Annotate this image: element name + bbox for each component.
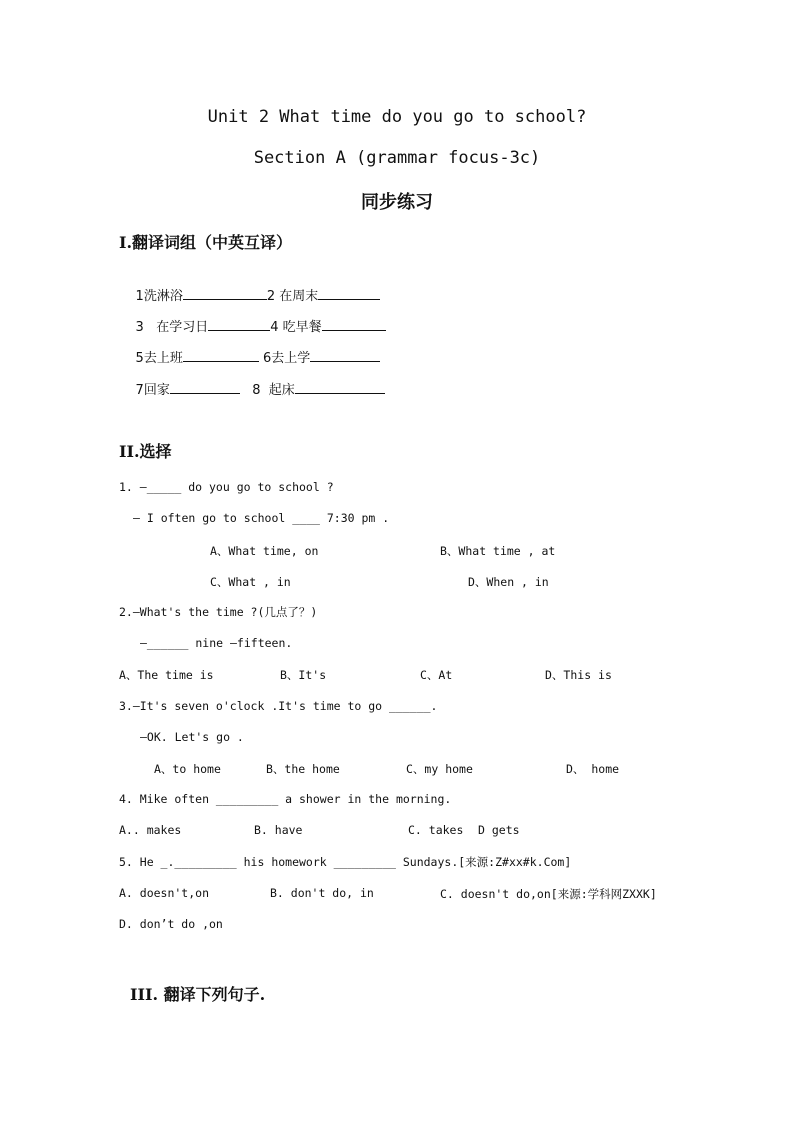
vocab-phrase: 吃早餐	[282, 320, 322, 335]
question-4-stem: 4. Mike often _________ a shower in the morning.	[119, 792, 452, 806]
part3-heading: III. 翻译下列句子.	[130, 985, 266, 1004]
vocab-number: 2	[266, 289, 276, 304]
vocab-number: 4	[270, 320, 279, 335]
q5-option-b[interactable]: B. don't do, in	[270, 886, 374, 900]
q2-option-b[interactable]: B、It's	[280, 668, 327, 682]
vocab-number: 7	[135, 383, 144, 398]
vocab-phrase: 去上学	[271, 351, 311, 366]
vocab-phrase: 洗淋浴	[143, 289, 183, 304]
practice-subtitle: 同步练习	[361, 192, 433, 213]
question-3-stem: 3.—It's seven o'clock .It's time to go ______.	[119, 699, 438, 713]
vocab-number: 6	[262, 351, 272, 366]
vocab-phrase: 在周末	[279, 289, 319, 304]
q4-option-c[interactable]: C. takes	[408, 823, 464, 837]
answer-blank[interactable]	[318, 286, 380, 300]
question-2-line2: —______ nine —fifteen.	[140, 636, 293, 650]
q1-option-c[interactable]: C、What , in	[210, 575, 291, 589]
q2-option-d[interactable]: D、This is	[545, 668, 612, 682]
question-5-text: 5. He _._________ his homework _________ Sundays.[来源:Z#xx#k.Com]	[119, 855, 572, 869]
vocab-phrase: 在学习日	[156, 320, 209, 335]
q3-option-b[interactable]: B、the home	[266, 762, 340, 776]
q4-option-a[interactable]: A.. makes	[119, 823, 182, 837]
q2-option-c[interactable]: C、At	[420, 668, 453, 682]
q1-option-a[interactable]: A、What time, on	[210, 544, 319, 558]
vocab-number: 1	[135, 289, 144, 304]
section-title: Section A (grammar focus-3c)	[253, 148, 541, 168]
answer-blank[interactable]	[183, 348, 259, 362]
q1-option-b[interactable]: B、What time , at	[440, 544, 556, 558]
vocab-number: 8	[252, 383, 261, 398]
answer-blank[interactable]	[310, 348, 380, 362]
question-1-stem: 1. —_____ do you go to school ?	[119, 480, 334, 494]
question-1-line2: — I often go to school ____ 7:30 pm .	[133, 511, 390, 525]
vocab-number: 3	[135, 320, 144, 335]
answer-blank[interactable]	[170, 380, 240, 394]
vocab-phrase: 回家	[143, 383, 170, 398]
vocab-phrase: 去上班	[143, 351, 183, 366]
q5-option-d[interactable]: D. don’t do ,on	[119, 917, 223, 931]
question-3-line2: —OK. Let's go .	[140, 730, 244, 744]
vocab-row-4	[119, 364, 385, 413]
q5-option-a[interactable]: A. doesn't,on	[119, 886, 210, 900]
q5-option-c[interactable]: C. doesn't do,on[来源:学科网ZXXK]	[440, 887, 657, 901]
q3-option-d[interactable]: D、 home	[566, 762, 620, 776]
question-5-stem	[119, 854, 571, 870]
answer-blank[interactable]	[208, 317, 270, 331]
worksheet-title: Unit 2 What time do you go to school?	[207, 107, 587, 127]
q3-option-c[interactable]: C、my home	[406, 762, 473, 776]
question-2-stem: 2.—What's the time ?(几点了？)	[119, 605, 318, 619]
part1-heading: I.翻译词组（中英互译）	[119, 233, 293, 252]
q4-option-b[interactable]: B. have	[254, 823, 303, 837]
answer-blank[interactable]	[183, 286, 267, 300]
vocab-phrase: 起床	[268, 383, 295, 398]
answer-blank[interactable]	[322, 317, 386, 331]
vocab-number: 5	[135, 351, 144, 366]
q1-option-d[interactable]: D、When , in	[468, 575, 549, 589]
answer-blank[interactable]	[295, 380, 385, 394]
q4-option-d[interactable]: D gets	[478, 823, 520, 837]
part2-heading: II.选择	[119, 442, 172, 461]
q2-option-a[interactable]: A、The time is	[119, 668, 214, 682]
q3-option-a[interactable]: A、to home	[154, 762, 221, 776]
